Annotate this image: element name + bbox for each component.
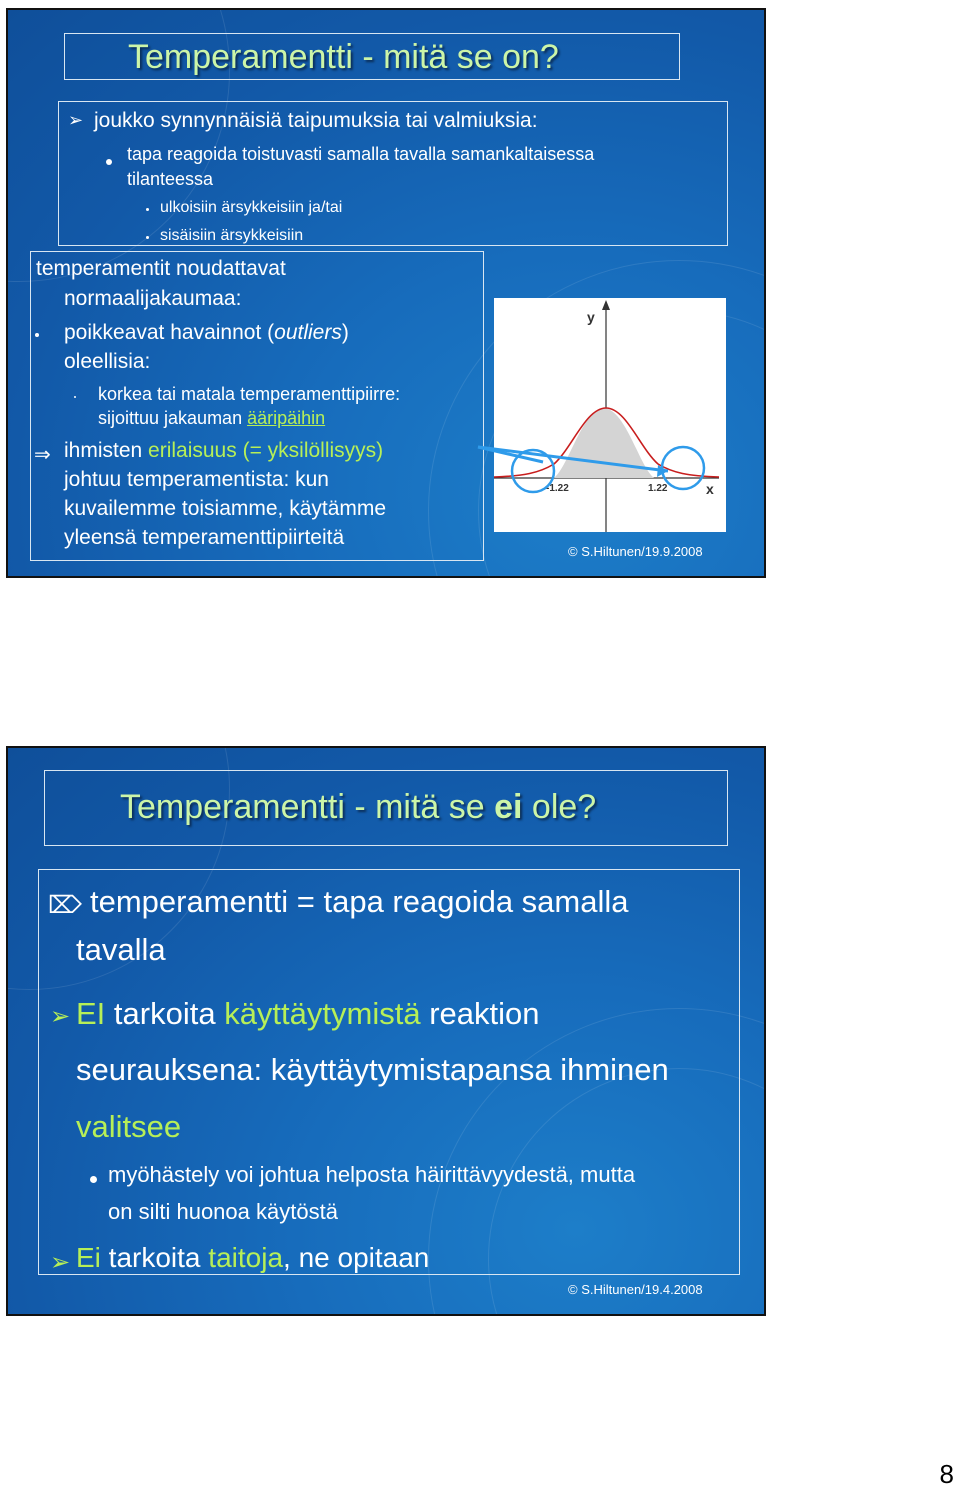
arrow-bullet-icon: ➢ xyxy=(50,1249,71,1276)
conclusion-text: johtuu temperamentista: kun xyxy=(64,468,329,491)
x-axis-label: x xyxy=(706,481,714,497)
statement-text: seurauksena: käyttäytymistapansa ihminen xyxy=(76,1052,669,1087)
statement-text: Ei tarkoita taitoja, ne opitaan xyxy=(76,1242,430,1273)
subsub-text: ulkoisiin ärsykkeisiin ja/tai xyxy=(160,199,343,216)
conclusion-text: ihmisten erilaisuus (= yksilöllisyys) xyxy=(64,439,384,462)
statement-text: tavalla xyxy=(76,932,166,967)
page-number: 8 xyxy=(939,1459,954,1489)
conclusion-text: yleensä temperamenttipiirteitä xyxy=(64,526,345,549)
slide-1 xyxy=(6,8,766,578)
slide-title: Temperamentti - mitä se ei ole? xyxy=(120,788,597,826)
highlight-circle-left xyxy=(512,450,554,492)
implies-arrow-icon: ⇒ xyxy=(34,444,51,466)
outliers-text: oleellisia: xyxy=(64,350,151,373)
pointer-arrow xyxy=(478,447,668,471)
bullet-text: joukko synnynnäisiä taipumuksia tai valmiuksia: xyxy=(94,109,538,132)
subsub-text: sisäisiin ärsykkeisiin xyxy=(160,227,304,244)
slide-2 xyxy=(6,746,766,1316)
copyright-text: © S.Hiltunen/19.9.2008 xyxy=(568,544,703,559)
sub-bullet-text: korkea tai matala temperamenttipiirre: xyxy=(98,384,401,404)
statement-text: EI tarkoita käyttäytymistä reaktion xyxy=(76,996,540,1031)
tick-label-left: -1.22 xyxy=(546,483,569,494)
sub-bullet-text: on silti huonoa käytöstä xyxy=(108,1199,338,1224)
tick-label-right: 1.22 xyxy=(648,483,668,494)
paragraph-text: normaalijakaumaa: xyxy=(64,287,242,310)
extremes-link[interactable]: ääripäihin xyxy=(247,408,326,428)
sub-bullet-text: sijoittuu jakauman ääripäihin xyxy=(98,408,326,428)
arrow-bullet-icon: ➢ xyxy=(50,1003,71,1030)
copyright-text: © S.Hiltunen/19.4.2008 xyxy=(568,1282,703,1297)
outliers-text: poikkeavat havainnot (outliers) xyxy=(64,321,349,344)
sub-bullet-text: myöhästely voi johtua helposta häirittävyydestä, mutta xyxy=(108,1162,636,1187)
outlier-highlights xyxy=(8,10,764,576)
slide-title: Temperamentti - mitä se on? xyxy=(128,38,559,76)
sub-bullet-text: tapa reagoida toistuvasti samalla tavalla samankaltaisessa xyxy=(127,144,595,164)
paragraph-text: temperamentit noudattavat xyxy=(36,257,286,280)
conclusion-text: kuvailemme toisiamme, käytämme xyxy=(64,497,387,520)
y-axis-label: y xyxy=(587,309,595,325)
statement-text: valitsee xyxy=(76,1109,182,1144)
highlight-circle-right xyxy=(662,447,704,489)
arrow-bullet-icon: ➢ xyxy=(68,110,84,130)
sub-bullet-text: tilanteessa xyxy=(127,169,214,189)
eraser-icon: ⌦ xyxy=(48,892,82,919)
statement-text: temperamentti = tapa reagoida samalla xyxy=(90,884,629,919)
bullet-dot xyxy=(90,1176,97,1183)
